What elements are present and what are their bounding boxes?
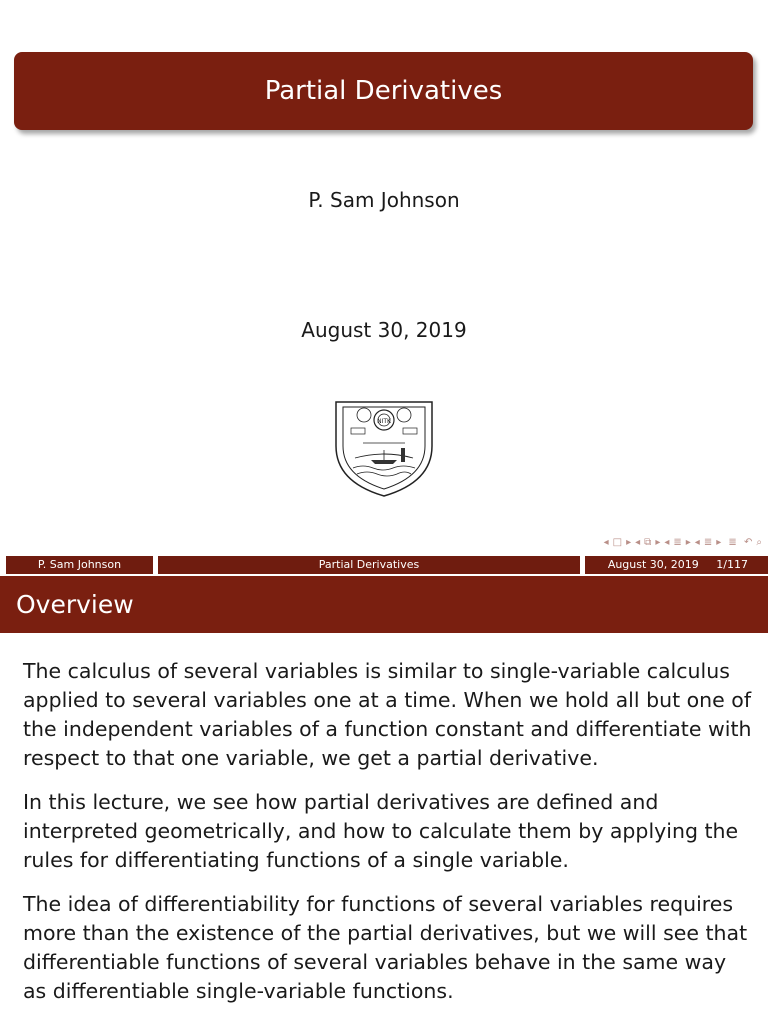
nav-next-arrow-icon[interactable]: ▸ xyxy=(626,537,632,548)
paragraph: The idea of differentiability for functions of several variables requires more than the existence of the partial derivatives, but we will see that differentiable functions of several variables behave in the same way as differentiable single-variable functions. xyxy=(23,892,748,1003)
institute-logo xyxy=(333,398,435,498)
nav-prev-arrow-icon[interactable]: ◂ xyxy=(664,537,670,548)
nav-prev-arrow-icon[interactable]: ◂ xyxy=(694,537,700,548)
author-name: P. Sam Johnson xyxy=(308,188,460,212)
paragraph: The calculus of several variables is similar to single-variable calculus applied to several variables one at a time. When we hold all but one of the independent variables of a function constant and differentiate with respect to that one variable, we get a partial derivative. xyxy=(23,659,752,770)
nav-next-arrow-icon[interactable]: ▸ xyxy=(655,537,661,548)
navigation-symbols xyxy=(604,537,762,548)
svg-text:NITK: NITK xyxy=(377,418,391,425)
frame-content xyxy=(23,657,753,1021)
footline-date-page xyxy=(585,556,768,574)
presentation-date: August 30, 2019 xyxy=(301,318,467,342)
title-box xyxy=(14,52,753,130)
nav-search-icon[interactable]: ⌕ xyxy=(756,537,762,548)
footline-date: August 30, 2019 xyxy=(607,558,699,571)
nav-frame-icon[interactable]: □ xyxy=(612,537,623,548)
footline-author: P. Sam Johnson xyxy=(6,556,153,574)
page-number: 1/117 xyxy=(716,558,748,571)
nav-undo-icon[interactable]: ↶ xyxy=(744,537,753,548)
nav-prev-arrow-icon[interactable]: ◂ xyxy=(603,537,609,548)
footline xyxy=(6,556,768,574)
nav-section-icon[interactable]: ≣ xyxy=(703,537,713,548)
frame-title xyxy=(0,576,768,633)
nav-subsection-icon[interactable]: ⧉ xyxy=(644,537,652,548)
frame-title-text: Overview xyxy=(16,590,134,619)
nav-align-icon[interactable]: ≣ xyxy=(725,537,740,548)
slide-title: Partial Derivatives xyxy=(264,76,503,106)
paragraph: In this lecture, we see how partial derivatives are defined and interpreted geometrically, and how to calculate them by applying the rules for differentiating functions of a single variable. xyxy=(23,790,739,872)
nav-section-icon[interactable]: ≣ xyxy=(673,537,682,548)
footline-title: Partial Derivatives xyxy=(158,556,580,574)
nav-next-arrow-icon[interactable]: ▸ xyxy=(685,537,691,548)
nav-prev-arrow-icon[interactable]: ◂ xyxy=(635,537,641,548)
nav-next-arrow-icon[interactable]: ▸ xyxy=(716,537,722,548)
